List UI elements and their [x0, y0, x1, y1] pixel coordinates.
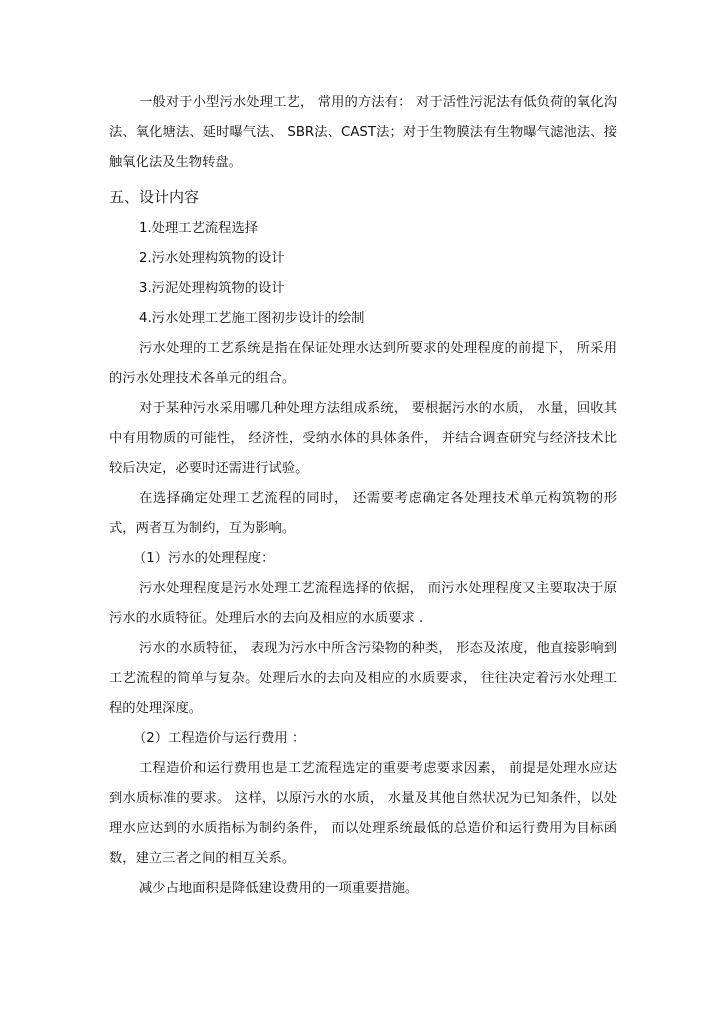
list-item-2: 2.污水处理构筑物的设计: [139, 251, 285, 266]
paragraph-structure-form: 在选择确定处理工艺流程的同时， 还需要考虑确定各处理技术单元构筑物的形式，两者互为制约，互为影响。: [109, 491, 617, 536]
paragraph-cost: 工程造价和运行费用也是工艺流程选定的重要考虑要求因素， 前提是处理水应达到水质标准的要求。 这样，以原污水的水质， 水量及其他自然状况为已知条件，以处理水应达到的水质指标为制约条件， 而以处理系统最低的总造价和运行费用为目标函数，建立三者之间的相互关系。: [109, 761, 617, 866]
paragraph-land-area: 减少占地面积是降低建设费用的一项重要措施。: [139, 881, 419, 896]
subheading-cost: （2）工程造价与运行费用 ：: [133, 731, 306, 746]
paragraph-intro-methods: 一般对于小型污水处理工艺， 常用的方法有： 对于活性污泥法有低负荷的氧化沟法、氧化塘法、延时曝气法、 SBR法、CAST法；对于生物膜法有生物曝气滤池法、接触氧化法及生物转盘。: [109, 95, 617, 170]
paragraph-water-quality: 污水的水质特征， 表现为污水中所含污染物的种类， 形态及浓度，他直接影响到工艺流程的简单与复杂。处理后水的去向及相应的水质要求， 往往决定着污水处理工程的处理深度。: [109, 641, 617, 716]
paragraph-process-system: 污水处理的工艺系统是指在保证处理水达到所要求的处理程度的前提下， 所采用的污水处理技术各单元的组合。: [109, 341, 617, 386]
section-heading-design-content: 五、设计内容: [109, 188, 200, 206]
subheading-treatment-degree: （1）污水的处理程度：: [133, 551, 275, 566]
list-item-1: 1.处理工艺流程选择: [139, 221, 259, 236]
list-item-3: 3.污泥处理构筑物的设计: [139, 281, 285, 296]
paragraph-treatment-degree: 污水处理程度是污水处理工艺流程选择的依据， 而污水处理程度又主要取决于原污水的水质特征。处理后水的去向及相应的水质要求 .: [109, 581, 617, 626]
document-body: [109, 88, 617, 904]
paragraph-method-selection: 对于某种污水采用哪几种处理方法组成系统， 要根据污水的水质， 水量，回收其中有用物质的可能性， 经济性，受纳水体的具体条件， 并结合调查研究与经济技术比较后决定，必要时还需进行试验。: [109, 401, 617, 476]
list-item-4: 4.污水处理工艺施工图初步设计的绘制: [139, 311, 365, 326]
